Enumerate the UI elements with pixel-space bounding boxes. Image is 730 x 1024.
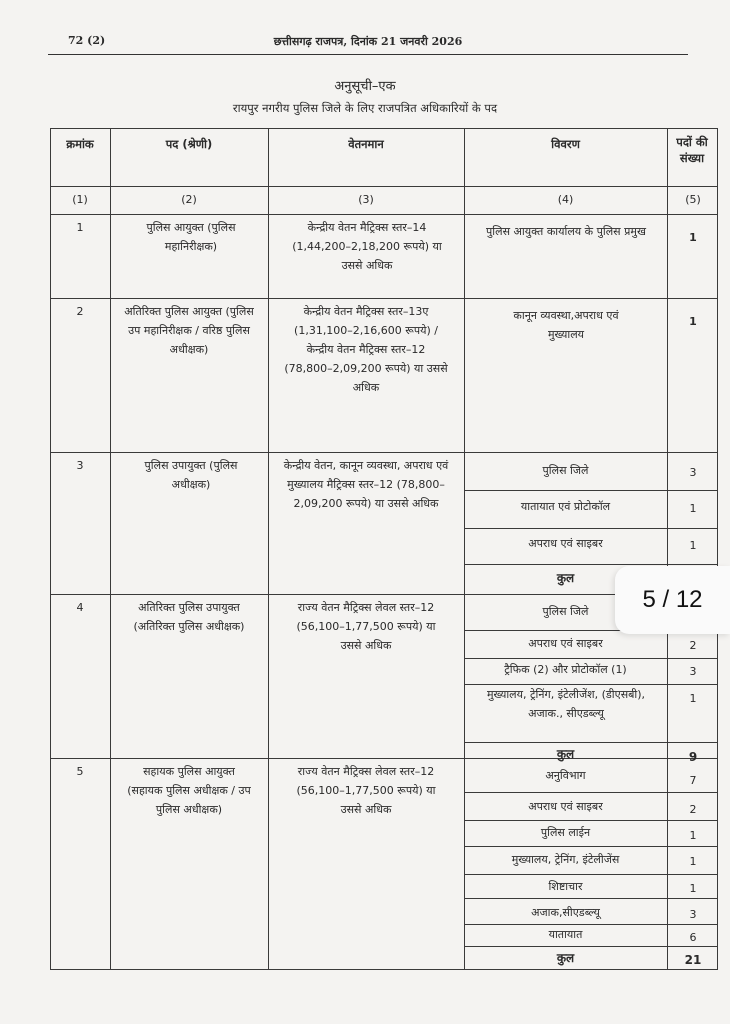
header-sno: क्रमांक <box>66 137 94 151</box>
table-rule <box>667 128 668 970</box>
table-rule <box>50 452 718 453</box>
detail-count: 3 <box>689 466 697 479</box>
detail-text: मुख्यालय, ट्रेनिंग, इंटेलीजेंस <box>511 853 620 866</box>
detail-count: 1 <box>689 692 697 705</box>
column-number: (1) <box>72 193 88 206</box>
total-label: कुल <box>556 571 575 585</box>
row-pay: केन्द्रीय वेतन मैट्रिक्स स्तर–13ए (1,31,100–2,16,600 रूपये) / केन्द्रीय वेतन मैट्रिक्स स्तर–12 (78,800–2,09,200 रूपये) या उससे अधिक <box>284 305 448 394</box>
row-sno: 5 <box>76 765 84 778</box>
detail-text: पुलिस आयुक्त कार्यालय के पुलिस प्रमुख <box>486 225 646 238</box>
detail-text: अनुविभाग <box>545 769 586 782</box>
table-rule <box>464 490 718 491</box>
detail-count: 6 <box>689 931 697 944</box>
total-label: कुल <box>556 747 575 761</box>
total-value: 9 <box>688 750 698 764</box>
detail-text: पुलिस जिले <box>542 464 589 477</box>
table-rule <box>50 969 718 970</box>
detail-count: 1 <box>689 539 697 552</box>
detail-count: 2 <box>689 803 697 816</box>
detail-count: 7 <box>689 774 697 787</box>
detail-count: 1 <box>689 502 697 515</box>
detail-count: 1 <box>689 231 697 244</box>
row-post: पुलिस आयुक्त (पुलिस महानिरीक्षक) <box>146 221 236 253</box>
header-post: पद (श्रेणी) <box>165 137 213 151</box>
table-rule <box>464 792 718 793</box>
detail-text: पुलिस लाईन <box>540 826 591 839</box>
detail-text: कानून व्यवस्था,अपराध एवं मुख्यालय <box>513 309 619 341</box>
table-rule <box>50 214 718 215</box>
table-rule <box>464 846 718 847</box>
detail-text: अपराध एवं साइबर <box>528 637 603 650</box>
row-sno: 3 <box>76 459 84 472</box>
page-number: 72 (2) <box>68 34 106 47</box>
table-rule <box>50 298 718 299</box>
table-rule <box>464 528 718 529</box>
column-number: (4) <box>557 193 574 206</box>
table-rule <box>464 658 718 659</box>
header-pay: वेतनमान <box>348 137 384 151</box>
detail-text: पुलिस जिले <box>542 605 589 618</box>
table-rule <box>268 128 269 970</box>
table-rule <box>464 874 718 875</box>
detail-text: अजाक,सीएडब्ल्यू <box>531 906 600 919</box>
detail-text: शिष्टाचार <box>548 880 583 893</box>
total-value: 21 <box>684 953 702 967</box>
schedule-title: अनुसूची–एक <box>334 79 396 94</box>
table-rule <box>464 742 718 743</box>
gazette-line: छत्तीसगढ़ राजपत्र, दिनांक 21 जनवरी 2026 <box>273 35 463 48</box>
detail-count: 1 <box>689 855 697 868</box>
row-sno: 2 <box>76 305 84 318</box>
row-pay: राज्य वेतन मैट्रिक्स लेवल स्तर–12 (56,100–1,77,500 रूपये) या उससे अधिक <box>296 765 436 816</box>
detail-count: 3 <box>689 665 697 678</box>
table-rule <box>464 564 718 565</box>
detail-text: मुख्यालय, ट्रेनिंग, इंटेलीजेंश, (डीएसबी), अजाक., सीएडब्ल्यू <box>486 688 646 720</box>
table-rule <box>464 128 465 970</box>
header-count: पदों की संख्या <box>676 135 708 165</box>
row-pay: केन्द्रीय वेतन मैट्रिक्स स्तर–14 (1,44,200–2,18,200 रूपये) या उससे अधिक <box>292 221 442 272</box>
detail-count: 2 <box>689 639 697 652</box>
detail-count: 3 <box>689 908 697 921</box>
table-rule <box>110 128 111 970</box>
header-details: विवरण <box>551 137 580 151</box>
detail-count: 1 <box>689 882 697 895</box>
table-rule <box>50 186 718 187</box>
detail-text: अपराध एवं साइबर <box>528 537 603 550</box>
detail-count: 1 <box>689 829 697 842</box>
table-rule <box>50 128 718 129</box>
column-number: (2) <box>181 193 197 206</box>
page-header <box>48 32 688 55</box>
column-number: (3) <box>358 193 374 206</box>
posts-table <box>50 128 718 970</box>
table-rule <box>464 820 718 821</box>
table-rule <box>464 898 718 899</box>
detail-text: यातायात एवं प्रोटोकॉल <box>520 500 611 513</box>
row-post: अतिरिक्त पुलिस उपायुक्त (अतिरिक्त पुलिस अधीक्षक) <box>133 601 245 633</box>
table-rule <box>717 128 718 970</box>
detail-text: अपराध एवं साइबर <box>528 800 603 813</box>
row-sno: 4 <box>76 601 84 614</box>
row-pay: राज्य वेतन मैट्रिक्स लेवल स्तर–12 (56,100–1,77,500 रूपये) या उससे अधिक <box>296 601 436 652</box>
row-post: सहायक पुलिस आयुक्त (सहायक पुलिस अधीक्षक / उप पुलिस अधीक्षक) <box>127 765 251 816</box>
row-pay: केन्द्रीय वेतन, कानून व्यवस्था, अपराध एवं मुख्यालय मैट्रिक्स स्तर–12 (78,800–2,09,200 रूपये) या उससे अधिक <box>283 459 449 510</box>
column-number: (5) <box>685 193 701 206</box>
page-indicator: 5 / 12 <box>615 566 730 634</box>
detail-text: ट्रैफिक (2) और प्रोटोकॉल (1) <box>504 663 627 676</box>
row-post: अतिरिक्त पुलिस आयुक्त (पुलिस उप महानिरीक्षक / वरिष्ठ पुलिस अधीक्षक) <box>124 305 254 356</box>
row-sno: 1 <box>76 221 84 234</box>
detail-count: 1 <box>689 315 697 328</box>
row-post: पुलिस उपायुक्त (पुलिस अधीक्षक) <box>144 459 238 491</box>
table-rule <box>50 128 51 970</box>
detail-text: यातायात <box>548 928 583 941</box>
schedule-subtitle: रायपुर नगरीय पुलिस जिले के लिए राजपत्रित अधिकारियों के पद <box>232 101 498 115</box>
total-label: कुल <box>556 951 575 965</box>
